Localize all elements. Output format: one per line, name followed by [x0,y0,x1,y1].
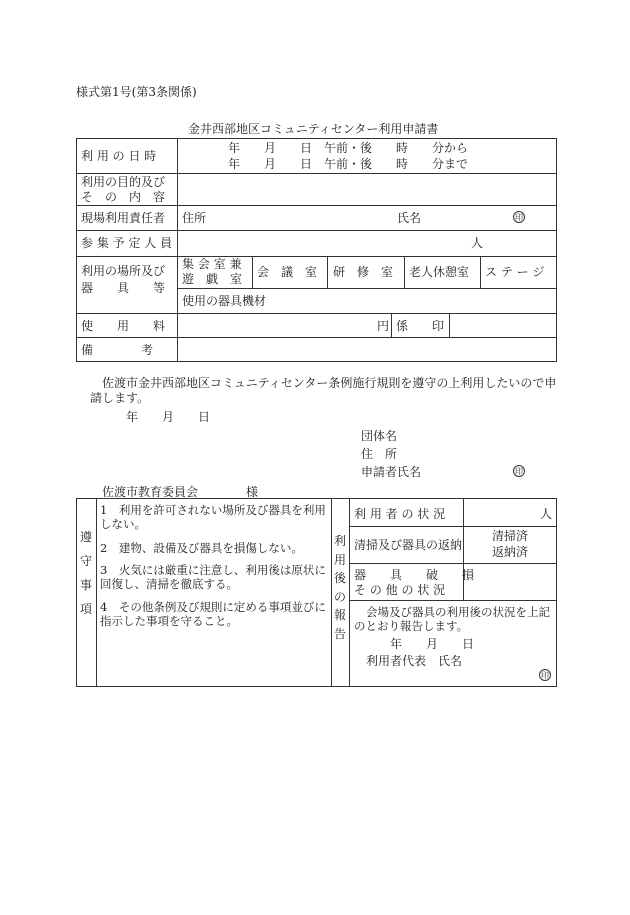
addressee: 佐渡市教育委員会 様 [102,485,259,499]
representative-label: 利用者代表 氏名 [366,654,463,668]
room-meeting[interactable]: 会 議 室 [257,265,318,279]
equipment-label: 使用の器具機材 [182,294,267,308]
place-label-1: 利用の場所及び [81,264,166,278]
cleaning-done[interactable]: 清掃済 [492,529,529,543]
applicant-seal-icon: 印 [515,467,523,476]
purpose-label-2: そ の 内 容 [81,190,166,204]
report-statement: 会場及び器具の利用後の状況を上記のとおり報告します。 [354,605,550,633]
date-to-line[interactable]: 年 月 日 午前・後 時 分まで [228,157,469,171]
rule-item-3: 3 火気には厳重に注意し、利用後は原状に回復し、清掃を徹底する。 [100,563,326,591]
report-date[interactable]: 年 月 日 [390,637,475,651]
applicant-address-label: 住 所 [361,447,398,461]
supervisor-seal-icon: 印 [515,213,523,222]
room-hall-line2[interactable]: 遊 戯 室 [182,272,243,286]
date-from-line[interactable]: 年 月 日 午前・後 時 分から [228,141,469,155]
fee-label: 使 用 料 [81,319,166,333]
room-training[interactable]: 研 修 室 [333,265,394,279]
users-status-label: 利 用 者 の 状 況 [354,507,446,521]
application-statement-1: 佐渡市金井西部地区コミュニティセンター条例施行規則を遵守の上利用したいので申 [102,376,557,390]
rules-label: 遵 守 事 項 [79,530,92,616]
remarks-label: 備 考 [81,343,154,357]
group-name-label: 団体名 [361,429,398,443]
damage-label-2: そ の 他 の 状 況 [354,583,446,597]
fee-unit: 円 [377,319,390,333]
form-title: 金井西部地区コミュニティセンター利用申請書 [188,122,439,136]
room-stage[interactable]: ス テ ー ジ [485,265,545,279]
report-label: 利 用 後 の 報 告 [333,534,346,641]
returned-done[interactable]: 返納済 [492,545,529,559]
cleaning-return-label: 清掃及び器具の返納 [354,538,463,552]
applicant-name-label: 申請者氏名 [361,465,422,479]
attendees-unit: 人 [471,236,484,250]
purpose-label-1: 利用の目的及び [81,175,166,189]
supervisor-label: 現場利用責任者 [81,211,166,225]
attendees-label: 参 集 予 定 人 員 [81,236,173,250]
rule-item-2: 2 建物、設備及び器具を損傷しない。 [100,541,303,555]
damage-label-1: 器 具 破 損 [354,568,475,582]
application-statement-2: 請します。 [90,391,150,405]
clerk-seal-label: 係 印 [396,319,445,333]
users-unit: 人 [540,507,553,521]
form-number: 様式第1号(第3条関係) [76,85,197,99]
rule-item-4: 4 その他条例及び規則に定める事項並びに指示した事項を守ること。 [100,600,326,628]
date-label: 利 用 の 日 時 [81,149,157,163]
application-date[interactable]: 年 月 日 [126,410,211,424]
representative-seal-icon: 印 [541,671,549,680]
room-elderly-lounge[interactable]: 老人休憩室 [409,265,470,279]
room-hall-line1[interactable]: 集 会 室 兼 [182,257,242,271]
supervisor-name-label: 氏名 [397,211,422,225]
rule-item-1: 1 利用を許可されない場所及び器具を利用しない。 [100,503,326,531]
supervisor-address-label: 住所 [182,211,207,225]
place-label-2: 器 具 等 [81,281,166,295]
